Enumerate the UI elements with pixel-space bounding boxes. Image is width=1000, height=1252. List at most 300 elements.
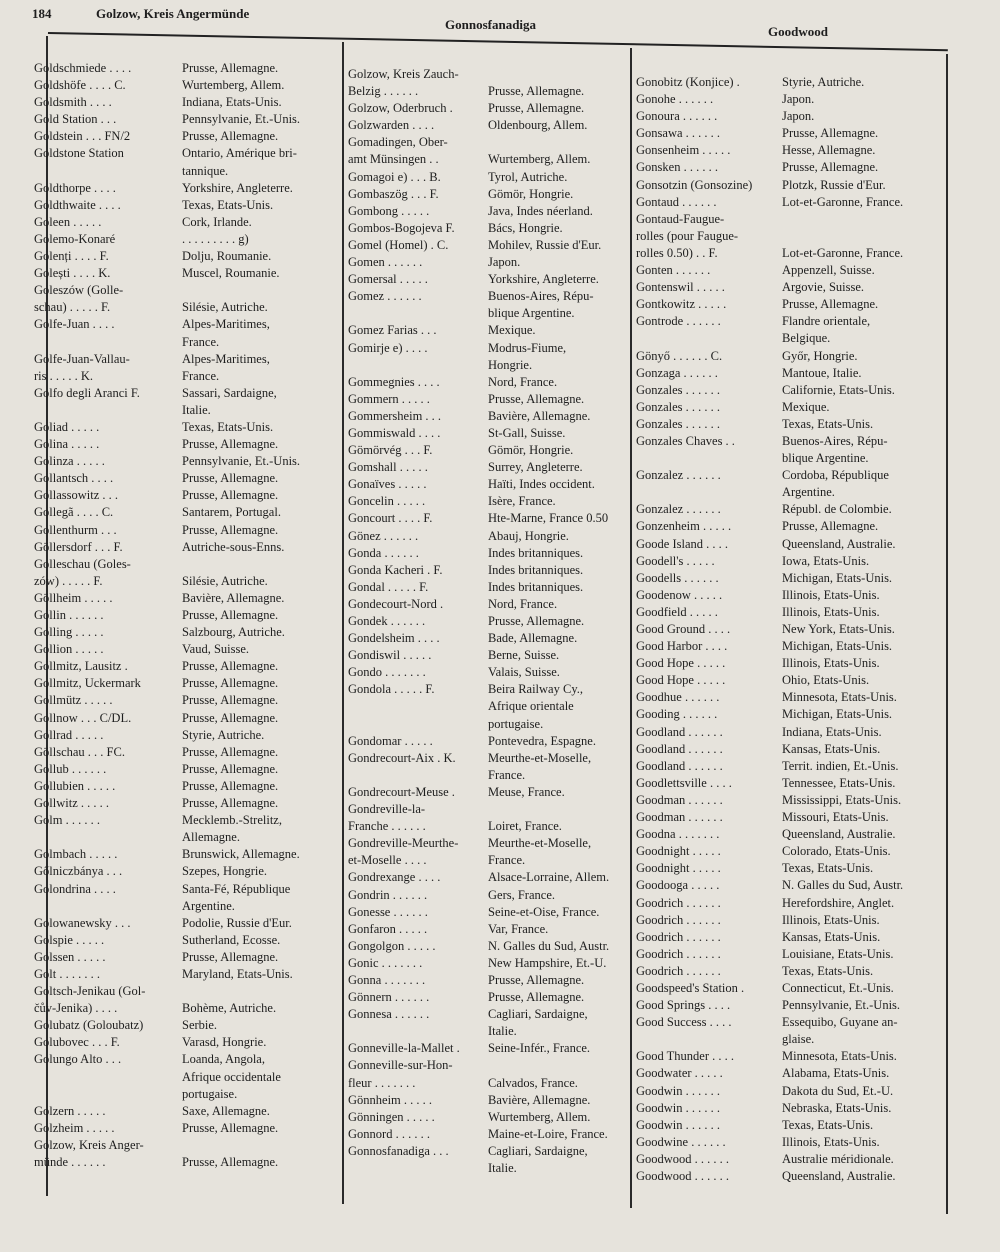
place-line: Gonsken . . . . . . xyxy=(636,160,718,175)
gazetteer-entry xyxy=(34,522,340,539)
place-line: čův-Jenika) . . . . xyxy=(34,1001,118,1016)
place-line: Golling . . . . . xyxy=(34,625,104,640)
location-description xyxy=(182,436,340,453)
place-name xyxy=(348,169,488,186)
place-name xyxy=(348,1109,488,1126)
location-line: Queensland, Australie. xyxy=(782,1169,896,1183)
location-line: Gömör, Hongrie. xyxy=(488,443,574,458)
place-line: Gondreville-la- xyxy=(348,802,426,817)
gazetteer-entry xyxy=(34,658,340,675)
gazetteer-entry xyxy=(348,613,630,630)
place-name xyxy=(348,528,488,545)
gazetteer-entry xyxy=(34,385,340,419)
location-description xyxy=(782,399,948,416)
place-name xyxy=(636,313,782,347)
running-head-right: Goodwood xyxy=(768,24,828,39)
gazetteer-entry xyxy=(348,887,630,904)
location-description xyxy=(782,1151,948,1168)
location-line: Mantoue, Italie. xyxy=(782,365,862,380)
location-line: New York, Etats-Unis. xyxy=(782,622,895,636)
location-description xyxy=(182,778,340,795)
location-description xyxy=(488,476,630,493)
place-line xyxy=(34,334,182,351)
location-description xyxy=(782,279,948,296)
location-description xyxy=(488,921,630,938)
gazetteer-entry xyxy=(636,279,948,296)
gazetteer-entry xyxy=(636,142,948,159)
gazetteer-entry xyxy=(34,145,340,179)
place-line: Goleen . . . . . xyxy=(34,214,102,229)
place-line: Gondrecourt-Meuse . xyxy=(348,784,455,799)
location-line: Appenzell, Suisse. xyxy=(782,263,875,278)
place-line: Gomez Farias . . . xyxy=(348,323,437,338)
location-description xyxy=(182,795,340,812)
place-line: Goodna . . . . . . . xyxy=(636,827,720,842)
place-name xyxy=(348,117,488,134)
location-line: Mexique. xyxy=(782,399,830,414)
location-description xyxy=(782,895,948,912)
gazetteer-entry xyxy=(348,442,630,459)
place-line: Gonzales . . . . . . xyxy=(636,382,721,397)
location-line: Michigan, Etats-Unis. xyxy=(782,639,893,654)
place-name xyxy=(348,510,488,527)
place-line: Gonzalez . . . . . . xyxy=(636,468,721,483)
location-line: Styrie, Autriche. xyxy=(782,75,865,89)
location-description xyxy=(488,630,630,647)
location-line: Calvados, France. xyxy=(488,1075,578,1090)
place-line: Goodrich . . . . . . xyxy=(636,912,721,927)
gazetteer-entry xyxy=(34,795,340,812)
gazetteer-entry xyxy=(348,288,630,322)
location-line: Prusse, Allemagne. xyxy=(182,488,279,503)
location-line: Prusse, Allemagne. xyxy=(182,129,279,144)
gazetteer-entry xyxy=(34,556,340,590)
gazetteer-entry xyxy=(636,724,948,741)
location-description xyxy=(782,621,948,638)
location-description xyxy=(182,385,340,419)
place-name xyxy=(636,1014,782,1048)
place-line: Gonda . . . . . . xyxy=(348,545,419,560)
place-line: Gondrexange . . . . xyxy=(348,870,441,885)
location-line: Serbie. xyxy=(182,1018,218,1033)
gazetteer-entry xyxy=(34,641,340,658)
place-name xyxy=(636,518,782,535)
place-line: Good Hope . . . . . xyxy=(636,656,726,671)
place-name xyxy=(34,744,182,761)
gazetteer-entry xyxy=(34,590,340,607)
location-line: Prusse, Allemagne. xyxy=(182,1120,279,1135)
place-name xyxy=(348,254,488,271)
location-description xyxy=(488,66,630,100)
gazetteer-entry xyxy=(348,562,630,579)
location-description xyxy=(488,887,630,904)
location-line: Maine-et-Loire, France. xyxy=(488,1126,608,1141)
place-line: Gontaud . . . . . . xyxy=(636,194,717,209)
place-name xyxy=(636,536,782,553)
gazetteer-entry xyxy=(34,692,340,709)
place-line: Golfe-Juan-Vallau- xyxy=(34,351,130,366)
place-name xyxy=(636,997,782,1014)
location-description xyxy=(182,60,340,77)
gazetteer-entry xyxy=(34,351,340,385)
place-line: schau) . . . . . F. xyxy=(34,300,111,315)
location-line: Yorkshire, Angleterre. xyxy=(488,272,599,287)
location-line: Indes britanniques. xyxy=(488,562,584,577)
place-line: Gomez . . . . . . xyxy=(348,289,422,304)
gazetteer-entry xyxy=(348,100,630,117)
location-description xyxy=(782,809,948,826)
place-line: Goodells . . . . . . xyxy=(636,570,719,585)
place-name xyxy=(34,761,182,778)
place-line: Goodwin . . . . . . xyxy=(636,1117,721,1132)
place-name xyxy=(636,1117,782,1134)
gazetteer-entry xyxy=(34,675,340,692)
gazetteer-entry xyxy=(636,929,948,946)
gazetteer-entry xyxy=(34,863,340,880)
location-line: Texas, Etats-Unis. xyxy=(782,1117,874,1132)
location-line: Prusse, Allemagne. xyxy=(488,391,585,406)
gazetteer-entry xyxy=(348,1057,630,1091)
place-line: Goliad . . . . . xyxy=(34,419,100,434)
location-line: Michigan, Etats-Unis. xyxy=(782,707,893,722)
place-line: Goleszów (Golle- xyxy=(34,283,124,298)
location-description xyxy=(488,545,630,562)
gazetteer-entry xyxy=(636,860,948,877)
location-description xyxy=(488,220,630,237)
place-name xyxy=(34,522,182,539)
location-description xyxy=(488,374,630,391)
place-line: Belzig . . . . . . xyxy=(348,84,419,99)
place-name xyxy=(34,197,182,214)
location-description xyxy=(782,980,948,997)
place-name xyxy=(348,271,488,288)
place-name xyxy=(348,938,488,955)
location-line xyxy=(488,66,630,83)
gazetteer-entry xyxy=(636,655,948,672)
location-line: Kansas, Etats-Unis. xyxy=(782,929,881,944)
gazetteer-entry xyxy=(636,194,948,211)
gazetteer-entry xyxy=(348,459,630,476)
place-line: Golina . . . . . xyxy=(34,437,100,452)
place-line: Gomel (Homel) . C. xyxy=(348,237,449,252)
gazetteer-entry xyxy=(636,604,948,621)
place-name xyxy=(34,710,182,727)
gazetteer-entry xyxy=(348,869,630,886)
location-line: Brunswick, Allemagne. xyxy=(182,847,300,862)
gazetteer-entry xyxy=(34,778,340,795)
place-name xyxy=(348,647,488,664)
location-line: Prusse, Allemagne. xyxy=(182,608,279,622)
gazetteer-entry xyxy=(348,1109,630,1126)
place-line: Gollenthurm . . . xyxy=(34,522,117,537)
location-description xyxy=(182,932,340,949)
gazetteer-entry xyxy=(636,895,948,912)
place-name xyxy=(34,316,182,350)
place-name xyxy=(34,1034,182,1051)
place-line: Goodrich . . . . . . xyxy=(636,946,721,961)
location-line: Prusse, Allemagne. xyxy=(182,710,279,725)
location-description xyxy=(782,689,948,706)
gazetteer-entry xyxy=(636,843,948,860)
location-description xyxy=(488,340,630,374)
place-line: Gonobitz (Konjice) . xyxy=(636,75,740,89)
location-description xyxy=(488,271,630,288)
gazetteer-entry xyxy=(348,493,630,510)
place-name xyxy=(34,351,182,385)
location-description xyxy=(782,296,948,313)
place-name xyxy=(34,863,182,880)
place-line: Gomersal . . . . . xyxy=(348,272,428,287)
gazetteer-entry xyxy=(34,316,340,350)
place-line: Gonda Kacheri . F. xyxy=(348,562,443,577)
gazetteer-entry xyxy=(34,710,340,727)
place-line: ris . . . . . K. xyxy=(34,368,94,383)
location-line: Plotzk, Russie d'Eur. xyxy=(782,177,886,192)
location-description xyxy=(782,211,948,262)
location-line: Prusse, Allemagne. xyxy=(782,297,879,312)
place-line: Gonzales Chaves . . xyxy=(636,433,735,448)
place-line: Good Hope . . . . . xyxy=(636,673,726,688)
gazetteer-entry xyxy=(348,374,630,391)
gazetteer-entry xyxy=(636,621,948,638)
location-line: Bavière, Allemagne. xyxy=(488,1092,591,1107)
location-description xyxy=(782,177,948,194)
location-description xyxy=(782,142,948,159)
location-line: portugaise. xyxy=(182,1086,238,1101)
location-description xyxy=(782,553,948,570)
location-line: Kansas, Etats-Unis. xyxy=(782,741,881,756)
gazetteer-entry xyxy=(34,1051,340,1102)
place-line: Goodland . . . . . . xyxy=(636,724,723,739)
gazetteer-entry xyxy=(348,955,630,972)
location-line: blique Argentine. xyxy=(782,451,869,466)
place-line: Gollmitz, Lausitz . xyxy=(34,659,128,674)
place-line: Golm . . . . . . xyxy=(34,813,100,828)
place-line: Gömörvég . . . F. xyxy=(348,443,433,458)
location-description xyxy=(488,117,630,134)
location-line: Indiana, Etats-Unis. xyxy=(182,95,282,110)
place-line: Gondreville-Meurthe- xyxy=(348,836,459,851)
location-description xyxy=(182,1137,340,1171)
gazetteer-entry xyxy=(348,904,630,921)
place-name xyxy=(636,1065,782,1082)
place-name xyxy=(34,658,182,675)
gazetteer-entry xyxy=(34,915,340,932)
place-line: Golmbach . . . . . xyxy=(34,847,118,862)
location-description xyxy=(782,1065,948,1082)
location-description xyxy=(488,1143,630,1177)
gazetteer-entry xyxy=(636,1014,948,1048)
location-description xyxy=(782,382,948,399)
location-line: Indes britanniques. xyxy=(488,545,584,560)
running-head-center: Gonnosfanadiga xyxy=(445,17,537,32)
gazetteer-entry xyxy=(348,579,630,596)
location-description xyxy=(782,416,948,433)
place-line: Golemo-Konaré xyxy=(34,231,116,246)
gazetteer-entry xyxy=(636,792,948,809)
place-name xyxy=(636,194,782,211)
place-line: Gonna . . . . . . . xyxy=(348,972,426,987)
gazetteer-entry xyxy=(348,596,630,613)
place-line: Goodnight . . . . . xyxy=(636,844,721,859)
gazetteer-entry xyxy=(636,399,948,416)
place-line: Golfe-Juan . . . . xyxy=(34,317,115,332)
place-line: Golzern . . . . . xyxy=(34,1103,106,1118)
location-line: Bade, Allemagne. xyxy=(488,631,578,646)
location-line: Italie. xyxy=(488,1024,517,1039)
gazetteer-entry xyxy=(34,1137,340,1171)
place-line: Golubovec . . . F. xyxy=(34,1035,120,1050)
place-line xyxy=(636,1031,782,1048)
location-description xyxy=(182,556,340,590)
place-line: Golzwarden . . . . xyxy=(348,118,435,133)
gazetteer-entry xyxy=(636,211,948,262)
location-line: Hte-Marne, France 0.50 xyxy=(488,511,609,526)
place-name xyxy=(636,758,782,775)
location-description xyxy=(782,365,948,382)
place-line: Gonoura . . . . . . xyxy=(636,109,718,124)
location-description xyxy=(488,835,630,869)
location-line: Indiana, Etats-Unis. xyxy=(782,724,882,739)
gazetteer-entry xyxy=(636,177,948,194)
location-line: Lot-et-Garonne, France. xyxy=(782,245,904,260)
place-name xyxy=(34,453,182,470)
gazetteer-entry xyxy=(636,638,948,655)
location-line: Flandre orientale, xyxy=(782,314,871,329)
location-line: Nebraska, Etats-Unis. xyxy=(782,1100,892,1115)
location-line: Prusse, Allemagne. xyxy=(488,614,585,628)
gazetteer-entry xyxy=(636,536,948,553)
gazetteer-entry xyxy=(34,60,340,77)
gazetteer-entry xyxy=(348,169,630,186)
gazetteer-entry xyxy=(348,921,630,938)
place-line xyxy=(348,716,488,733)
place-name xyxy=(34,436,182,453)
place-line: Gommegnies . . . . xyxy=(348,374,440,389)
place-name xyxy=(34,419,182,436)
place-line: Golzheim . . . . . xyxy=(34,1120,115,1135)
place-name xyxy=(34,1137,182,1171)
location-description xyxy=(782,1117,948,1134)
place-line: Gondrecourt-Aix . K. xyxy=(348,750,456,765)
location-description xyxy=(782,963,948,980)
location-line: Queensland, Australie. xyxy=(782,536,896,551)
location-description xyxy=(182,863,340,880)
location-description xyxy=(782,706,948,723)
location-line: Illinois, Etats-Unis. xyxy=(782,656,880,671)
place-name xyxy=(636,792,782,809)
location-line: Afrique orientale xyxy=(488,699,574,714)
location-line: Buenos-Aires, Répu- xyxy=(782,433,888,448)
gazetteer-entry xyxy=(34,504,340,521)
column-divider-1 xyxy=(342,42,344,1204)
location-description xyxy=(488,134,630,168)
place-line: Gönnern . . . . . . xyxy=(348,990,430,1005)
location-line: Mississippi, Etats-Unis. xyxy=(782,792,902,807)
gazetteer-entry xyxy=(636,672,948,689)
gazetteer-entry xyxy=(636,365,948,382)
location-line: Prusse, Allemagne. xyxy=(488,972,585,987)
location-description xyxy=(182,470,340,487)
location-description xyxy=(488,681,630,732)
location-description xyxy=(488,254,630,271)
location-line: Seine-et-Oise, France. xyxy=(488,904,600,919)
location-description xyxy=(182,966,340,983)
place-line: Gommiswald . . . . xyxy=(348,425,441,440)
place-line: Goldstein . . . FN/2 xyxy=(34,129,131,144)
location-line: Prusse, Allemagne. xyxy=(488,101,585,116)
gazetteer-entry xyxy=(636,313,948,347)
location-description xyxy=(488,1092,630,1109)
location-description xyxy=(782,536,948,553)
place-line: Gondiswil . . . . . xyxy=(348,648,432,663)
place-line: Gold Station . . . xyxy=(34,112,117,127)
gazetteer-entry xyxy=(34,744,340,761)
place-line: Goodrich . . . . . . xyxy=(636,963,721,978)
place-name xyxy=(34,282,182,316)
gazetteer-entry xyxy=(636,946,948,963)
gazetteer-entry xyxy=(636,570,948,587)
place-line: Gönnheim . . . . . xyxy=(348,1092,433,1107)
location-description xyxy=(782,826,948,843)
gazetteer-entry xyxy=(636,74,948,91)
location-line: Texas, Etats-Unis. xyxy=(182,197,274,212)
place-line: Gollubien . . . . . xyxy=(34,778,116,793)
place-line: Gondecourt-Nord . xyxy=(348,596,444,611)
place-name xyxy=(636,1100,782,1117)
place-name xyxy=(34,641,182,658)
location-line: Texas, Etats-Unis. xyxy=(182,419,274,434)
place-name xyxy=(636,467,782,501)
place-name xyxy=(636,895,782,912)
place-name xyxy=(636,655,782,672)
location-line: France. xyxy=(182,334,220,349)
location-line: Minnesota, Etats-Unis. xyxy=(782,690,897,705)
place-name xyxy=(34,812,182,846)
gazetteer-entry xyxy=(34,1017,340,1034)
location-line: Prusse, Allemagne. xyxy=(182,61,279,75)
place-name xyxy=(636,912,782,929)
place-line xyxy=(348,1160,488,1177)
location-line: Pennsylvanie, Et.-Unis. xyxy=(182,112,301,127)
place-name xyxy=(348,904,488,921)
place-name xyxy=(636,570,782,587)
place-name xyxy=(348,66,488,100)
location-description xyxy=(182,111,340,128)
location-line: Alpes-Maritimes, xyxy=(182,351,270,366)
location-description xyxy=(782,638,948,655)
place-name xyxy=(34,778,182,795)
place-line: Gonzalez . . . . . . xyxy=(636,502,721,517)
place-line: Golspie . . . . . xyxy=(34,932,105,947)
place-name xyxy=(636,980,782,997)
location-line: Italie. xyxy=(488,1161,517,1175)
location-description xyxy=(782,433,948,467)
place-line: Gollin . . . . . . xyxy=(34,608,104,622)
place-line: Goodfield . . . . . xyxy=(636,604,718,619)
place-name xyxy=(636,159,782,176)
place-line: Gonic . . . . . . . xyxy=(348,955,423,970)
place-line: Golssen . . . . . xyxy=(34,949,106,964)
location-description xyxy=(782,604,948,621)
place-line: Gollantsch . . . . xyxy=(34,471,114,486)
gazetteer-entry xyxy=(348,1092,630,1109)
place-name xyxy=(348,100,488,117)
place-name xyxy=(636,177,782,194)
place-name xyxy=(348,1143,488,1177)
gazetteer-entry xyxy=(636,433,948,467)
location-line: Ohio, Etats-Unis. xyxy=(782,673,870,688)
